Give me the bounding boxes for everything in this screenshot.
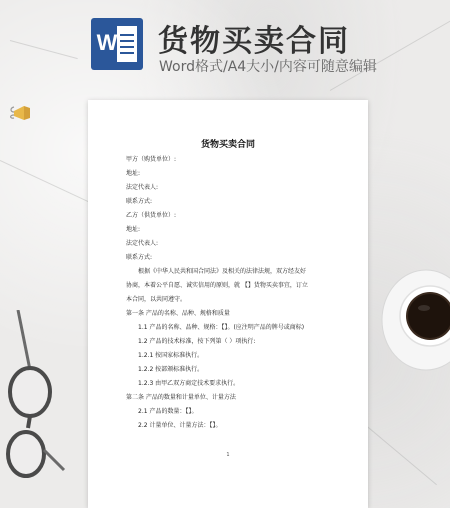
document-line: 地址: [126,170,141,177]
document-title: 货物买卖合同 [200,140,255,150]
document-line: 本合同，以共同遵守。 [126,296,187,303]
document-page [88,100,368,508]
word-icon-letter: W [96,30,118,55]
document-line: 地址: [126,226,141,233]
page-number: 1 [226,452,230,458]
word-icon [91,18,143,70]
document-line: 第一条 产品的名称、品种、规格和质量 [126,310,230,317]
marble-vein [10,40,78,59]
document-line: 联系方式: [126,254,153,261]
document-line: 2.1 产品的数量：【】。 [138,408,198,415]
document-line: 联系方式: [126,198,153,205]
document-line: 1.2.1 按国家标准执行。 [138,352,204,359]
document-line: 1.1 产品的名称、品种、规格：【】。(应注明产品的牌号或商标) [138,324,305,331]
document-line: 1.2.2 按部颁标准执行。 [138,366,204,373]
document-line: 2.2 计量单位、计量方法：【】。 [138,422,222,429]
glasses-icon [0,310,66,480]
document-line: 1.2.3 由甲乙双方商定技术要求执行。 [138,380,240,387]
document-line: 协商，本着公平自愿、诚实信用的原则，就 【】货物买卖事宜，订立 [126,282,308,289]
coffee-cup-icon [380,262,450,372]
document-line: 1.2 产品的技术标准，按下列第（ ）项执行: [138,338,256,345]
document-line: 甲方（购货单位）: [126,156,177,163]
page-subtitle: Word格式/A4大小/内容可随意编辑 [159,59,377,75]
document-line: 乙方（供货单位）: [126,212,177,219]
document-line: 法定代表人: [126,240,159,247]
page-title: 货物买卖合同 [158,24,350,59]
document-line: 法定代表人: [126,184,159,191]
document-line: 第二条 产品的数量和计量单位、计量方法 [126,394,236,401]
binder-clip-icon [10,102,34,122]
word-icon-page [117,26,137,62]
document-line: 根据《中华人民共和国合同法》及相关的法律法规，双方经友好 [138,268,307,275]
marble-vein [360,420,437,485]
